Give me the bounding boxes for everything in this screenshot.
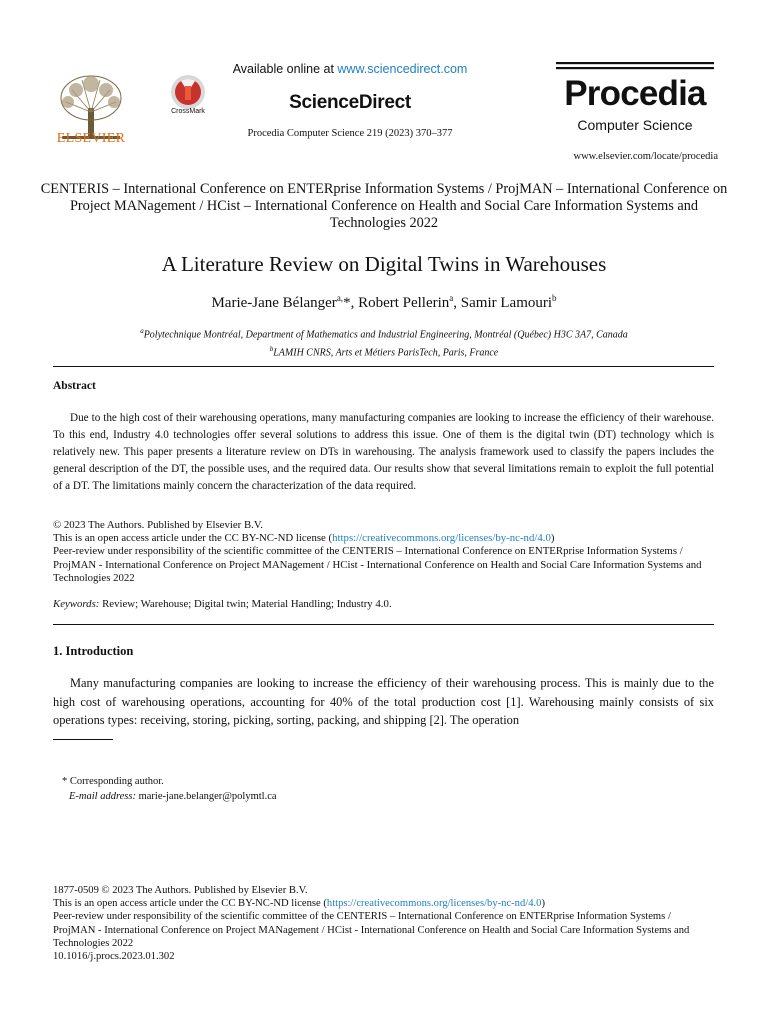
procedia-header-lines — [556, 62, 714, 72]
corresponding-author: * Corresponding author. — [62, 776, 164, 787]
elsevier-wordmark: ELSEVIER — [56, 131, 126, 146]
license-suffix: ) — [550, 532, 555, 545]
email-line — [62, 789, 702, 804]
bottom-license-prefix: This is an open access article under the CC BY-NC-ND license ( — [53, 898, 327, 910]
available-online — [200, 62, 500, 76]
bottom-license-line — [53, 897, 714, 910]
article-metadata — [53, 884, 714, 963]
abstract-body: Due to the high cost of their warehousing operations, many manufacturing companies are looking to increase the efficiency of their warehouse. To this end, Industry 4.0 technologies offer several solutions to address this issue. One of them is the digital twin (DT) technology which is relatively new. This paper presents a literature review on DTs in warehousing. The analysis framework used to classify the papers includes the general description of the DT, the possible uses, and the required data. Our results show that several limitations remain to exploit the full potential of a DT. The limitations mainly concern the characterization of the data required. — [53, 412, 714, 492]
available-prefix: Available online at — [232, 62, 338, 76]
header-rule — [53, 366, 714, 367]
abstract-heading: Abstract — [53, 380, 96, 392]
license-line — [53, 532, 714, 545]
author-affiliation-mark: b — [552, 293, 557, 303]
affiliation-mark: a — [140, 327, 144, 335]
intro-body: Many manufacturing companies are looking to increase the efficiency of their warehousing process. This is mainly due to the high cost of warehousing operations, accounting for 40% of the total production cost [1]. Warehousing mainly consists of six operations types: receiving, storing, picking, sorting, packing, and shipping [2]. The operation — [53, 676, 714, 727]
affiliation-text: Polytechnique Montréal, Department of Mathematics and Industrial Engineering, Montréal (Québec) H3C 3A7, Canada — [143, 329, 628, 341]
issn-line: 1877-0509 © 2023 The Authors. Published by Elsevier B.V. — [53, 885, 308, 896]
license-link[interactable]: https://creativecommons.org/licenses/by-nc-nd/4.0 — [332, 532, 551, 545]
copyright-line: © 2023 The Authors. Published by Elsevier B.V. — [53, 519, 263, 531]
doi[interactable]: 10.1016/j.procs.2023.01.302 — [53, 951, 175, 963]
email-address[interactable]: marie-jane.belanger@polymtl.ca — [135, 791, 277, 802]
keywords-label: Keywords: — [53, 598, 100, 610]
author-affiliation-mark: a — [449, 293, 454, 303]
keywords — [53, 598, 714, 610]
author-list: Marie-Jane Bélanger$^{a,}$*, Robert Pellerin$^a$, Samir Lamouri$^b$ — [211, 293, 557, 311]
author-affiliation-mark: a, — [336, 293, 344, 303]
intro-heading: 1. Introduction — [53, 644, 134, 658]
sciencedirect-link[interactable]: www.sciencedirect.com — [337, 62, 468, 76]
author-name: Samir Lamouri — [460, 295, 553, 311]
affiliation-line — [40, 324, 728, 342]
journal-url[interactable]: www.elsevier.com/locate/procedia — [573, 151, 718, 162]
sciencedirect-brand: ScienceDirect — [289, 92, 411, 113]
affiliation-mark: b — [269, 345, 274, 354]
procedia-logo-title: Procedia — [564, 74, 706, 113]
bottom-license-suffix: ) — [541, 898, 545, 910]
footnote — [62, 774, 702, 804]
peer-review-line: Peer-review under responsibility of the scientific committee of the CENTERIS – International Conference on ENTERprise Information Systems / ProjMAN - International Conference on Project MANagement / HCist - International Conference on Health and Social Care Information Systems and Technologies 2022 — [53, 545, 702, 584]
footnote-rule — [53, 739, 113, 740]
procedia-logo-subtitle: Computer Science — [577, 117, 693, 133]
keywords-list: Review; Warehouse; Digital twin; Material Handling; Industry 4.0. — [99, 598, 392, 610]
affiliations — [40, 324, 728, 361]
paper-title: A Literature Review on Digital Twins in Warehouses — [161, 252, 607, 276]
copyright-block — [53, 519, 714, 585]
abstract-rule — [53, 624, 714, 625]
affiliation-text: LAMIH CNRS, Arts et Métiers ParisTech, Paris, France — [273, 347, 499, 359]
journal-reference: Procedia Computer Science 219 (2023) 370–377 — [247, 128, 453, 139]
affiliation-line — [40, 342, 728, 360]
author-name: Robert Pellerin — [358, 295, 450, 311]
conference-name: CENTERIS – International Conference on ENTERprise Information Systems / ProjMAN – International Conference on Project MANagement / HCist – International Conference on Health and Social Care Information Systems and Technologies 2022 — [40, 181, 728, 231]
crossmark-label: CrossMark — [171, 108, 205, 115]
bottom-license-link[interactable]: https://creativecommons.org/licenses/by-nc-nd/4.0 — [326, 898, 542, 910]
bottom-peer-review: Peer-review under responsibility of the scientific committee of the CENTERIS – International Conference on ENTERprise Information Systems / ProjMAN - International Conference on Project MANagement / HCist - International Conference on Health and Social Care Information Systems and Technologies 2022 — [53, 911, 690, 949]
license-prefix: This is an open access article under the CC BY-NC-ND license ( — [53, 532, 333, 545]
author-name: Marie-Jane Bélanger — [211, 295, 337, 311]
email-label: E-mail address: — [69, 791, 136, 802]
corresponding-mark: * — [343, 295, 351, 311]
